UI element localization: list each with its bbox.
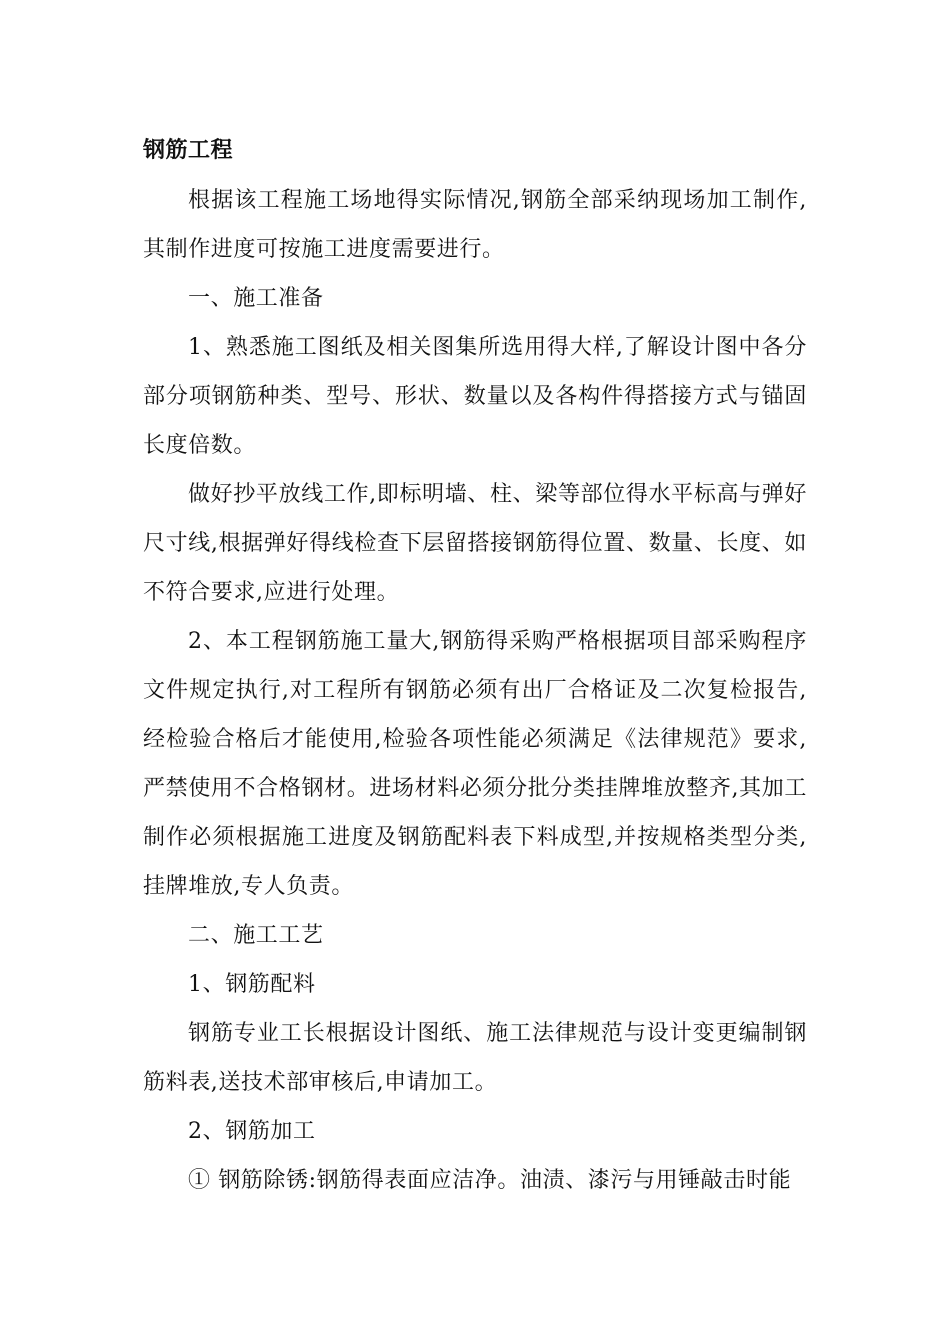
section-heading-process: 二、施工工艺 — [188, 923, 324, 948]
paragraph-intro: 根据该工程施工场地得实际情况,钢筋全部采纳现场加工制作,其制作进度可按施工进度需要进行。 — [143, 188, 807, 262]
paragraph-rust-removal: ① 钢筋除锈:钢筋得表面应洁净。油渍、漆污与用锤敲击时能 — [188, 1168, 792, 1193]
subsection-heading-batching: 1、钢筋配料 — [188, 972, 316, 997]
paragraph-drawings: 1、熟悉施工图纸及相关图集所选用得大样,了解设计图中各分部分项钢筋种类、型号、形状、数量以及各构件得搭接方式与锚固长度倍数。 — [143, 335, 807, 458]
paragraph-procurement: 2、本工程钢筋施工量大,钢筋得采购严格根据项目部采购程序文件规定执行,对工程所有钢筋必须有出厂合格证及二次复检报告,经检验合格后才能使用,检验各项性能必须满足《法律规范》要求,严禁使用不合格钢材。进场材料必须分批分类挂牌堆放整齐,其加工制作必须根据施工进度及钢筋配料表下料成型,并按规格类型分类,挂牌堆放,专人负责。 — [143, 629, 807, 899]
section-heading-preparation: 一、施工准备 — [188, 286, 324, 311]
document-title: 钢筋工程 — [143, 138, 234, 163]
subsection-heading-processing: 2、钢筋加工 — [188, 1119, 316, 1144]
paragraph-layout-lines: 做好抄平放线工作,即标明墙、柱、梁等部位得水平标高与弹好尺寸线,根据弹好得线检查下层留搭接钢筋得位置、数量、长度、如不符合要求,应进行处理。 — [143, 482, 807, 605]
paragraph-batching: 钢筋专业工长根据设计图纸、施工法律规范与设计变更编制钢筋料表,送技术部审核后,申请加工。 — [143, 1021, 807, 1095]
document-body — [143, 126, 807, 1205]
